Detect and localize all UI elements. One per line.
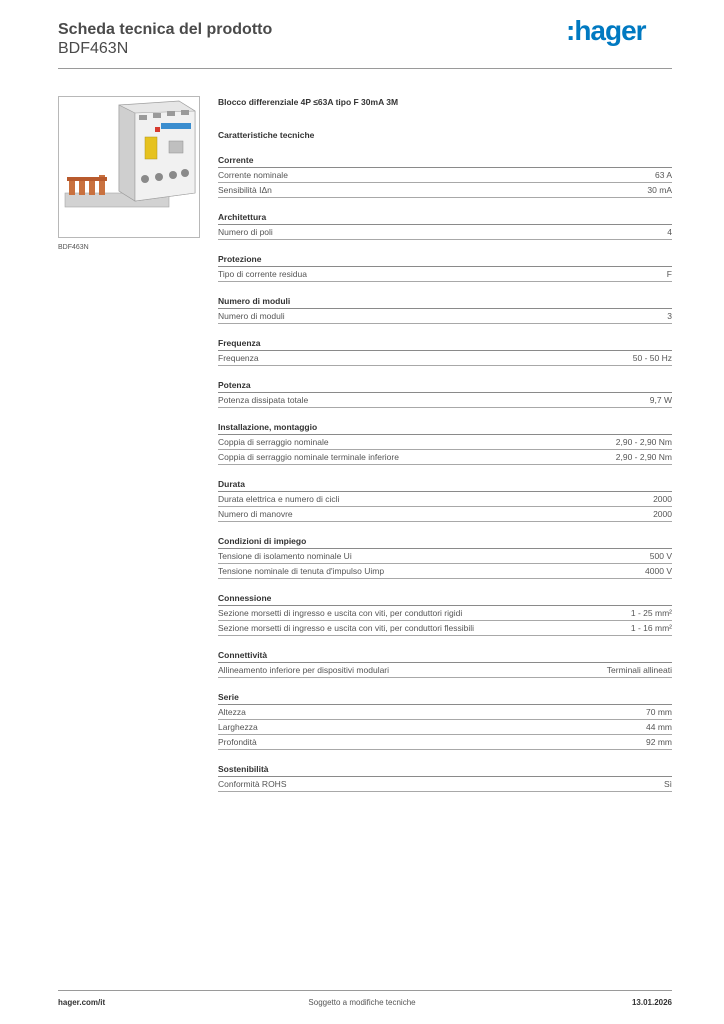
spec-group-title: Connessione (218, 592, 672, 606)
product-code: BDF463N (58, 40, 129, 57)
spec-row (218, 450, 672, 465)
spec-value: 2,90 - 2,90 Nm (615, 437, 672, 447)
product-photo (58, 96, 200, 238)
spec-group (218, 379, 672, 408)
footer-website: hager.com/it (58, 998, 106, 1007)
spec-group-title: Condizioni di impiego (218, 535, 672, 549)
spec-row (218, 168, 672, 183)
spec-row (218, 507, 672, 522)
spec-label: Larghezza (218, 722, 258, 732)
hager-logo (566, 14, 658, 48)
spec-group-title: Frequenza (218, 337, 672, 351)
footer-date: 13.01.2026 (631, 998, 672, 1007)
spec-label: Potenza dissipata totale (218, 395, 309, 405)
spec-group (218, 154, 672, 198)
spec-row (218, 351, 672, 366)
spec-value: 30 mA (647, 185, 672, 195)
spec-heading: Caratteristiche tecniche (218, 130, 315, 140)
spec-value: 44 mm (646, 722, 672, 732)
spec-label: Numero di poli (218, 227, 273, 237)
spec-group (218, 535, 672, 579)
spec-value: 1 - 25 mm² (630, 608, 672, 618)
product-name: Blocco differenziale 4P ≤63A tipo F 30mA 3M (218, 97, 399, 107)
spec-group (218, 691, 672, 750)
spec-value: 1 - 16 mm² (630, 623, 672, 633)
spec-group (218, 592, 672, 636)
spec-value: 3 (667, 311, 672, 321)
spec-group (218, 253, 672, 282)
spec-group (218, 649, 672, 678)
photo-caption: BDF463N (58, 244, 89, 251)
spec-label: Corrente nominale (218, 170, 288, 180)
spec-value: 4000 V (645, 566, 672, 576)
spec-row (218, 564, 672, 579)
spec-row (218, 735, 672, 750)
spec-value: 70 mm (646, 707, 672, 717)
spec-group (218, 295, 672, 324)
spec-group (218, 421, 672, 465)
spec-value: Terminali allineati (606, 665, 672, 675)
spec-group-title: Protezione (218, 253, 672, 267)
spec-label: Conformità ROHS (218, 779, 287, 789)
document-title: Scheda tecnica del prodotto (58, 21, 273, 38)
spec-label: Sensibilità IΔn (218, 185, 272, 195)
spec-row (218, 492, 672, 507)
spec-group-title: Numero di moduli (218, 295, 672, 309)
spec-label: Numero di manovre (218, 509, 293, 519)
spec-row (218, 720, 672, 735)
spec-value: 2,90 - 2,90 Nm (615, 452, 672, 462)
spec-group-title: Installazione, montaggio (218, 421, 672, 435)
residual-current-block-icon (59, 97, 199, 237)
spec-group-title: Durata (218, 478, 672, 492)
spec-group-title: Potenza (218, 379, 672, 393)
spec-row (218, 183, 672, 198)
spec-group-title: Serie (218, 691, 672, 705)
spec-label: Altezza (218, 707, 246, 717)
spec-sheet (218, 96, 672, 792)
footer-divider (58, 990, 672, 991)
spec-row (218, 225, 672, 240)
spec-row (218, 309, 672, 324)
spec-row (218, 393, 672, 408)
spec-label: Coppia di serraggio nominale terminale inferiore (218, 452, 399, 462)
spec-group (218, 478, 672, 522)
spec-groups (218, 154, 672, 792)
spec-value: 63 A (654, 170, 672, 180)
spec-value: 500 V (649, 551, 672, 561)
spec-group (218, 337, 672, 366)
spec-group-title: Architettura (218, 211, 672, 225)
header-divider (58, 68, 672, 69)
spec-value: Sì (663, 779, 672, 789)
spec-row (218, 705, 672, 720)
spec-label: Numero di moduli (218, 311, 285, 321)
spec-label: Frequenza (218, 353, 259, 363)
spec-value: F (666, 269, 672, 279)
spec-value: 2000 (653, 509, 672, 519)
spec-row (218, 621, 672, 636)
spec-label: Profondità (218, 737, 257, 747)
spec-row (218, 549, 672, 564)
spec-row (218, 606, 672, 621)
svg-text::hager: :hager (566, 15, 646, 46)
spec-label: Tensione nominale di tenuta d'impulso Uimp (218, 566, 385, 576)
spec-value: 92 mm (646, 737, 672, 747)
spec-label: Allineamento inferiore per dispositivi modulari (218, 665, 390, 675)
spec-label: Sezione morsetti di ingresso e uscita con viti, per conduttori rigidi (218, 608, 463, 618)
spec-label: Sezione morsetti di ingresso e uscita con viti, per conduttori flessibili (218, 623, 475, 633)
spec-label: Durata elettrica e numero di cicli (218, 494, 340, 504)
spec-value: 4 (667, 227, 672, 237)
spec-group-title: Connettività (218, 649, 672, 663)
spec-value: 50 - 50 Hz (632, 353, 672, 363)
spec-row (218, 663, 672, 678)
spec-group (218, 763, 672, 792)
spec-group-title: Sostenibilità (218, 763, 672, 777)
footer-note: Soggetto a modifiche tecniche (308, 998, 416, 1007)
document-header (58, 20, 272, 58)
spec-value: 2000 (653, 494, 672, 504)
spec-row (218, 267, 672, 282)
spec-label: Tipo di corrente residua (218, 269, 307, 279)
spec-row (218, 435, 672, 450)
spec-value: 9,7 W (649, 395, 672, 405)
spec-label: Coppia di serraggio nominale (218, 437, 329, 447)
spec-row (218, 777, 672, 792)
spec-group-title: Corrente (218, 154, 672, 168)
spec-group (218, 211, 672, 240)
spec-label: Tensione di isolamento nominale Ui (218, 551, 352, 561)
